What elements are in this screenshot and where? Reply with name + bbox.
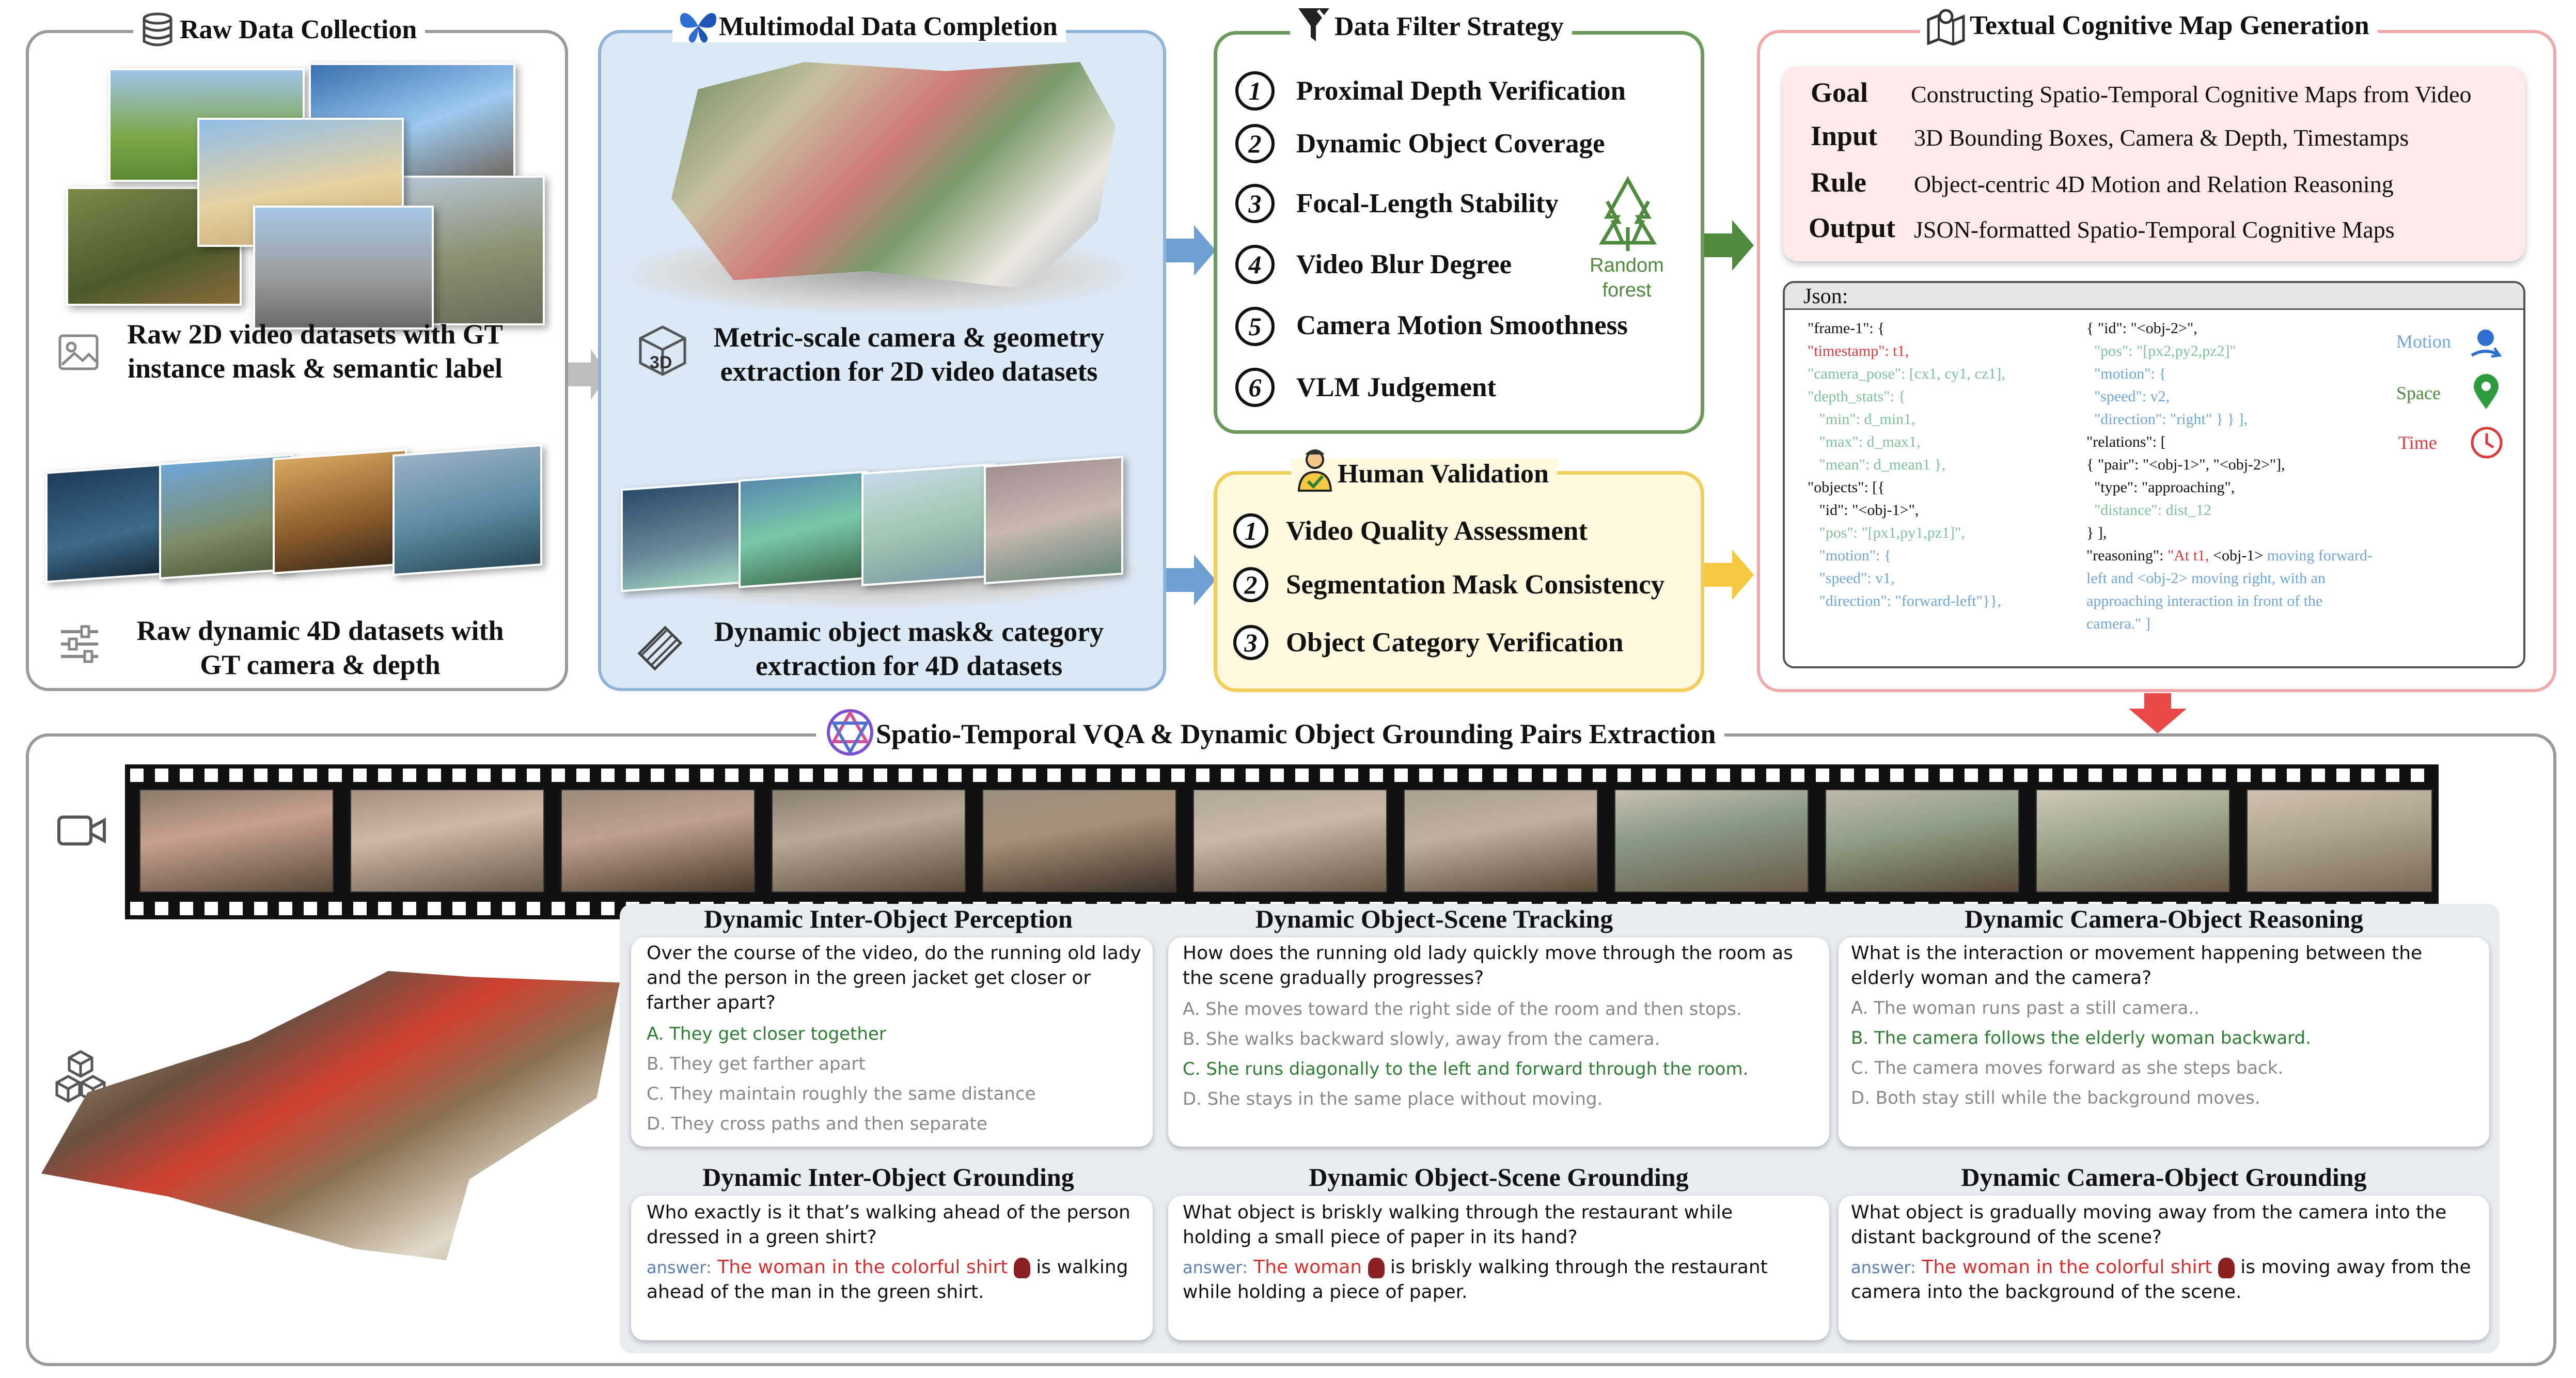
person-silhouette-icon (1014, 1258, 1030, 1278)
map-spec-goal-value: Constructing Spatio-Temporal Cognitive Maps from Video (1911, 81, 2472, 107)
dataset-thumbnail-4 (392, 444, 542, 576)
card-inter-object-grounding-title: Dynamic Inter-Object Grounding (702, 1163, 1074, 1192)
option-object-scene-tracking-a: A. She moves toward the right side of the room and then stops. (1183, 999, 1742, 1020)
clock-icon (2469, 425, 2505, 461)
map-spec-output-value: JSON-formatted Spatio-Temporal Cognitive Maps (1914, 216, 2395, 243)
filter-item-camera-motion: Camera Motion Smoothness (1296, 310, 1628, 340)
json-box-header (1785, 283, 2523, 310)
option-inter-object-perception-d: D. They cross paths and then separate (647, 1114, 987, 1134)
human-item-mask-consistency: Segmentation Mask Consistency (1286, 570, 1665, 600)
map-spec-rule-key: Rule (1811, 167, 1866, 198)
random-forest-label: Random forest (1590, 255, 1664, 301)
map-spec-input-key: Input (1811, 120, 1878, 151)
option-camera-object-reasoning-d: D. Both stay still while the background moves. (1851, 1088, 2260, 1108)
image-icon (57, 331, 100, 374)
question-camera-object-grounding: What object is gradually moving away from the camera into the distant background of the scene? (1851, 1202, 2447, 1248)
filter-number-4: 4 (1235, 245, 1275, 284)
dataset-thumbnail-1 (45, 463, 175, 583)
option-inter-object-perception-b: B. They get farther apart (647, 1054, 866, 1074)
multimodal-title: Multimodal Data Completion (672, 11, 1066, 42)
human-number-1: 1 (1233, 513, 1268, 549)
dataset-4d-frame-2 (739, 471, 868, 588)
arrow-filter-to-map (1704, 217, 1756, 274)
person-check-icon (1294, 447, 1336, 493)
option-object-scene-tracking-d: D. She stays in the same place without moving. (1183, 1089, 1603, 1109)
filter-item-proximal-depth: Proximal Depth Verification (1296, 76, 1626, 106)
json-content-left: "frame-1": { "timestamp": t1, "camera_pose": [cx1, cy1, cz1], "depth_stats": { "min": d_min1, "max": d_max1, "mean": d_mean1 }, "objects": [{ "id": "<obj-1>", "pos": "[px1,py1,pz1]", "motion": { "speed": v1, "direction": "forward-left"}}, (1808, 320, 2005, 609)
filter-title: Data Filter Strategy (1290, 11, 1572, 42)
dataset-4d-frame-1 (621, 480, 745, 592)
video-frame-7 (1404, 789, 1598, 892)
arrow-human-to-map (1704, 546, 1756, 603)
option-camera-object-reasoning-a: A. The woman runs past a still camera.. (1851, 998, 2200, 1019)
film-holes-top (130, 769, 2433, 782)
video-frame-8 (1614, 789, 1809, 892)
dataset-thumbnail-3 (273, 449, 407, 574)
map-spec-output-key: Output (1809, 212, 1896, 243)
question-inter-object-grounding: Who exactly is it that’s walking ahead of the person dressed in a green shirt? (647, 1202, 1130, 1248)
map-spec-goal-key: Goal (1811, 77, 1868, 108)
legend-time-label: Time (2398, 432, 2437, 453)
filter-number-5: 5 (1235, 307, 1275, 346)
video-frame-10 (2036, 789, 2230, 892)
arrow-map-to-vqa (2127, 693, 2189, 734)
option-camera-object-reasoning-c: C. The camera moves forward as she steps back. (1851, 1058, 2284, 1078)
answer-object-scene-grounding: answer: The woman is briskly walking through the restaurant while holding a piece of paper. (1183, 1257, 1768, 1303)
question-camera-object-reasoning: What is the interaction or movement happening between the elderly woman and the camera? (1851, 943, 2423, 989)
json-content-right: { "id": "<obj-2>", "pos": "[px2,py2,pz2]" "motion": { "speed": v2, "direction": "right" } } ], "relations": [ { "pair": "<obj-1>", "<obj-2>"], "type": "approaching", "distance": dist_12 } ], "reasoning": "At t1, <obj-1> moving forward- left and <obj-2> moving right, with an approaching interaction in front of the camera." ] (2086, 320, 2373, 632)
answer-inter-object-grounding: answer: The woman in the colorful shirt is walking ahead of the man in the green shirt. (647, 1257, 1128, 1303)
motion-icon (2468, 324, 2504, 361)
answer-camera-object-grounding: answer: The woman in the colorful shirt is moving away from the camera into the background of the scene. (1851, 1257, 2471, 1303)
video-frame-4 (772, 789, 966, 892)
filter-item-vlm-judgement: VLM Judgement (1296, 372, 1497, 402)
multimodal-caption-2: Dynamic object mask& category extraction for 4D datasets (714, 616, 1104, 681)
raw-data-title: Raw Data Collection (133, 14, 425, 45)
cognitive-map-title: Textual Cognitive Map Generation (1920, 10, 2378, 41)
filter-item-blur-degree: Video Blur Degree (1296, 249, 1512, 279)
reconstruction-2d-image (671, 62, 1116, 289)
filter-item-focal-length: Focal-Length Stability (1296, 189, 1559, 218)
filter-number-3: 3 (1235, 184, 1275, 223)
map-spec-input-value: 3D Bounding Boxes, Camera & Depth, Timestamps (1914, 124, 2409, 151)
human-item-video-quality: Video Quality Assessment (1286, 516, 1588, 546)
card-inter-object-perception-title: Dynamic Inter-Object Perception (704, 904, 1073, 933)
legend-motion-label: Motion (2396, 331, 2452, 352)
legend-space-label: Space (2396, 383, 2441, 403)
human-validation-title: Human Validation (1291, 459, 1557, 490)
json-label: Json: (1803, 285, 1848, 308)
hatched-shape-icon (634, 622, 686, 674)
option-camera-object-reasoning-b: B. The camera follows the elderly woman backward. (1851, 1028, 2311, 1048)
map-icon (1925, 6, 1967, 45)
human-item-category-verification: Object Category Verification (1286, 628, 1624, 657)
raw-4d-caption: Raw dynamic 4D datasets with GT camera & depth (136, 615, 504, 680)
database-icon (138, 11, 177, 50)
video-frame-11 (2247, 789, 2432, 892)
arrow-to-human-validation (1166, 552, 1218, 608)
card-object-scene-grounding-title: Dynamic Object-Scene Grounding (1309, 1163, 1689, 1192)
raw-2d-caption: Raw 2D video datasets with GT instance mask & semantic label (127, 319, 503, 384)
filter-number-1: 1 (1235, 71, 1275, 111)
dataset-4d-frame-3 (861, 463, 996, 586)
sliders-icon (58, 622, 101, 666)
option-object-scene-tracking-b: B. She walks backward slowly, away from the camera. (1183, 1029, 1660, 1050)
option-object-scene-tracking-c: C. She runs diagonally to the left and forward through the room. (1183, 1059, 1749, 1079)
filter-number-6: 6 (1235, 368, 1275, 407)
map-spec-rule-value: Object-centric 4D Motion and Relation Reasoning (1914, 171, 2394, 197)
arrow-to-filter (1166, 222, 1218, 279)
multimodal-caption-1: Metric-scale camera & geometry extraction for 2D video datasets (713, 322, 1105, 387)
random-forest-icon (1587, 176, 1669, 253)
location-pin-icon (2472, 373, 2501, 411)
svg-text:3D: 3D (650, 353, 672, 372)
video-frame-9 (1825, 789, 2019, 892)
filter-funnel-icon (1295, 5, 1332, 45)
person-silhouette-icon (1368, 1258, 1385, 1278)
video-frame-5 (982, 789, 1176, 892)
option-inter-object-perception-c: C. They maintain roughly the same distance (647, 1084, 1036, 1104)
video-frame-6 (1193, 789, 1387, 892)
question-object-scene-tracking: How does the running old lady quickly move through the room as the scene gradually progresses? (1183, 943, 1793, 989)
video-frame-1 (139, 789, 334, 892)
video-thumbnail-car (253, 206, 434, 330)
person-silhouette-icon (2218, 1258, 2235, 1278)
video-frame-3 (561, 789, 755, 892)
video-camera-icon (56, 810, 107, 851)
question-inter-object-perception: Over the course of the video, do the running old lady and the person in the green jacket get closer or farther apart? (647, 943, 1141, 1013)
vqa-title: Spatio-Temporal VQA & Dynamic Object Grounding Pairs Extraction (816, 717, 1724, 751)
option-inter-object-perception-a: A. They get closer together (647, 1024, 886, 1044)
question-object-scene-grounding: What object is briskly walking through the restaurant while holding a small piece of paper in its hand? (1183, 1202, 1733, 1248)
video-frame-2 (350, 789, 544, 892)
filter-number-2: 2 (1235, 124, 1275, 163)
dataset-4d-frame-4 (984, 456, 1123, 585)
butterfly-icon (678, 7, 719, 44)
human-number-2: 2 (1233, 567, 1268, 602)
card-object-scene-tracking-title: Dynamic Object-Scene Tracking (1255, 904, 1613, 933)
vqa-logo-icon (825, 708, 875, 757)
card-camera-object-grounding-title: Dynamic Camera-Object Grounding (1961, 1163, 2367, 1192)
card-camera-object-reasoning-title: Dynamic Camera-Object Reasoning (1964, 904, 2364, 933)
human-number-3: 3 (1233, 625, 1268, 660)
filter-item-object-coverage: Dynamic Object Coverage (1296, 129, 1605, 159)
